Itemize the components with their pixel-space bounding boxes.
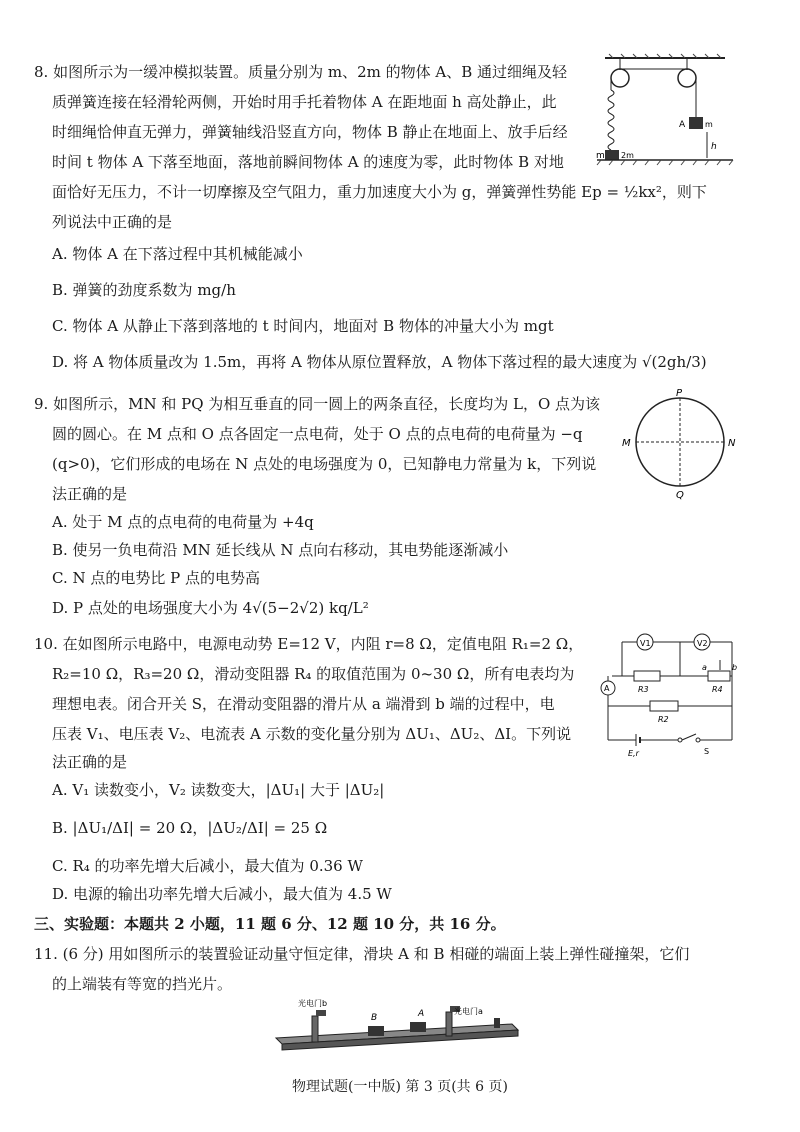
section-3-heading: 三、实验题：本题共 2 小题，11 题 6 分、12 题 10 分，共 16 分。	[34, 915, 506, 933]
q9-option-d: D. P 点处的电场强度大小为 4√(5−2√2) kq/L²	[52, 599, 369, 617]
q9-option-b: B. 使另一负电荷沿 MN 延长线从 N 点向右移动，其电势能逐渐减小	[52, 541, 509, 559]
q8-option-b: B. 弹簧的劲度系数为 mg/h	[52, 281, 236, 299]
q10-line5: 法正确的是	[52, 753, 128, 771]
q8-line3: 时细绳恰伸直无弹力，弹簧轴线沿竖直方向，物体 B 静止在地面上、放手后经	[52, 123, 568, 141]
q8-pulley-figure	[595, 52, 735, 167]
q10-label-ammeter: A	[604, 684, 610, 693]
q10-line3: 理想电表。闭合开关 S，在滑动变阻器的滑片从 a 端滑到 b 端的过程中，电	[52, 695, 555, 713]
q10-label-er: E,r	[628, 749, 639, 758]
q9-label-p: P	[676, 388, 683, 399]
q9-option-c: C. N 点的电势比 P 点的电势高	[52, 569, 261, 587]
q9-circle-figure	[618, 388, 743, 500]
q11-label-gate-a: 光电门a	[454, 1007, 483, 1016]
q10-line1: 10. 在如图所示电路中，电源电动势 E=12 V，内阻 r=8 Ω，定值电阻 R₁=2 Ω，	[34, 635, 584, 653]
q11-line2: 的上端装有等宽的挡光片。	[52, 975, 233, 993]
q9-label-q: Q	[676, 490, 684, 500]
q8-line6: 列说法中正确的是	[52, 213, 173, 231]
q10-option-d: D. 电源的输出功率先增大后减小，最大值为 4.5 W	[52, 885, 392, 903]
q10-label-b: b	[732, 663, 738, 672]
q9-label-m: M	[622, 438, 631, 449]
block-b	[605, 150, 619, 160]
q8-line1: 8. 如图所示为一缓冲模拟装置。质量分别为 m、2m 的物体 A、B 通过细绳及轻	[34, 63, 568, 81]
q11-line1: 11. (6 分) 用如图所示的装置验证动量守恒定律，滑块 A 和 B 相碰的端面上装上弹性碰撞架，它们	[34, 945, 690, 963]
q8-label-m: m	[705, 120, 713, 129]
q8-option-c: C. 物体 A 从静止下落到落地的 t 时间内，地面对 B 物体的冲量大小为 mgt	[52, 317, 554, 335]
q10-label-r4: R4	[712, 685, 723, 694]
q10-line2: R₂=10 Ω，R₃=20 Ω，滑动变阻器 R₄ 的取值范围为 0~30 Ω，所有电表均为	[52, 665, 575, 683]
q9-label-n: N	[728, 438, 736, 449]
q10-line4: 压表 V₁、电压表 V₂、电流表 A 示数的变化量分别为 ΔU₁、ΔU₂、ΔI。下列说	[52, 725, 572, 743]
q8-option-a: A. 物体 A 在下落过程中其机械能减小	[52, 245, 303, 263]
q8-line2: 质弹簧连接在轻滑轮两侧，开始时用手托着物体 A 在距地面 h 高处静止，此	[52, 93, 557, 111]
q10-label-r2: R2	[658, 715, 669, 724]
q9-option-a: A. 处于 M 点的点电荷的电荷量为 +4q	[52, 513, 314, 531]
q8-line5: 面恰好无压力，不计一切摩擦及空气阻力，重力加速度大小为 g，弹簧弹性势能 Ep = ½kx²，则下	[52, 183, 707, 201]
block-a	[689, 117, 703, 129]
q10-option-a: A. V₁ 读数变小，V₂ 读数变大，|ΔU₁| 大于 |ΔU₂|	[52, 781, 385, 799]
q11-label-b: B	[371, 1013, 378, 1023]
q11-label-gate-b: 光电门b	[298, 999, 328, 1008]
q11-label-a: A	[418, 1009, 425, 1019]
q10-option-b: B. |ΔU₁/ΔI| = 20 Ω，|ΔU₂/ΔI| = 25 Ω	[52, 819, 328, 837]
q10-label-s: S	[704, 747, 710, 756]
q10-label-r3: R3	[638, 685, 649, 694]
q9-line2: 圆的圆心。在 M 点和 O 点各固定一点电荷，处于 O 点的点电荷的电荷量为 −q	[52, 425, 583, 443]
q10-label-a: a	[702, 663, 707, 672]
q9-line3: (q>0)，它们形成的电场在 N 点处的电场强度为 0，已知静电力常量为 k，下列说	[52, 455, 597, 473]
q8-line4: 时间 t 物体 A 下落至地面，落地前瞬间物体 A 的速度为零，此时物体 B 对地	[52, 153, 564, 171]
q8-label-2m: 2m	[621, 151, 634, 160]
q9-line1: 9. 如图所示，MN 和 PQ 为相互垂直的同一圆上的两条直径，长度均为 L，O 点为该	[34, 395, 601, 413]
q9-line4: 法正确的是	[52, 485, 128, 503]
q8-label-a: A	[679, 120, 686, 130]
q8-label-h: h	[711, 142, 717, 152]
q10-option-c: C. R₄ 的功率先增大后减小，最大值为 0.36 W	[52, 857, 363, 875]
q11-air-track-figure	[272, 996, 522, 1056]
q10-label-v1: V1	[640, 639, 651, 648]
q8-option-d: D. 将 A 物体质量改为 1.5m，再将 A 物体从原位置释放，A 物体下落过程的最大速度为 √(2gh/3)	[52, 353, 707, 371]
page-footer: 物理试题(一中版) 第 3 页(共 6 页)	[292, 1079, 508, 1095]
q8-label-b: m	[596, 151, 605, 161]
q10-label-v2: V2	[697, 639, 708, 648]
q10-circuit-figure	[598, 630, 740, 760]
